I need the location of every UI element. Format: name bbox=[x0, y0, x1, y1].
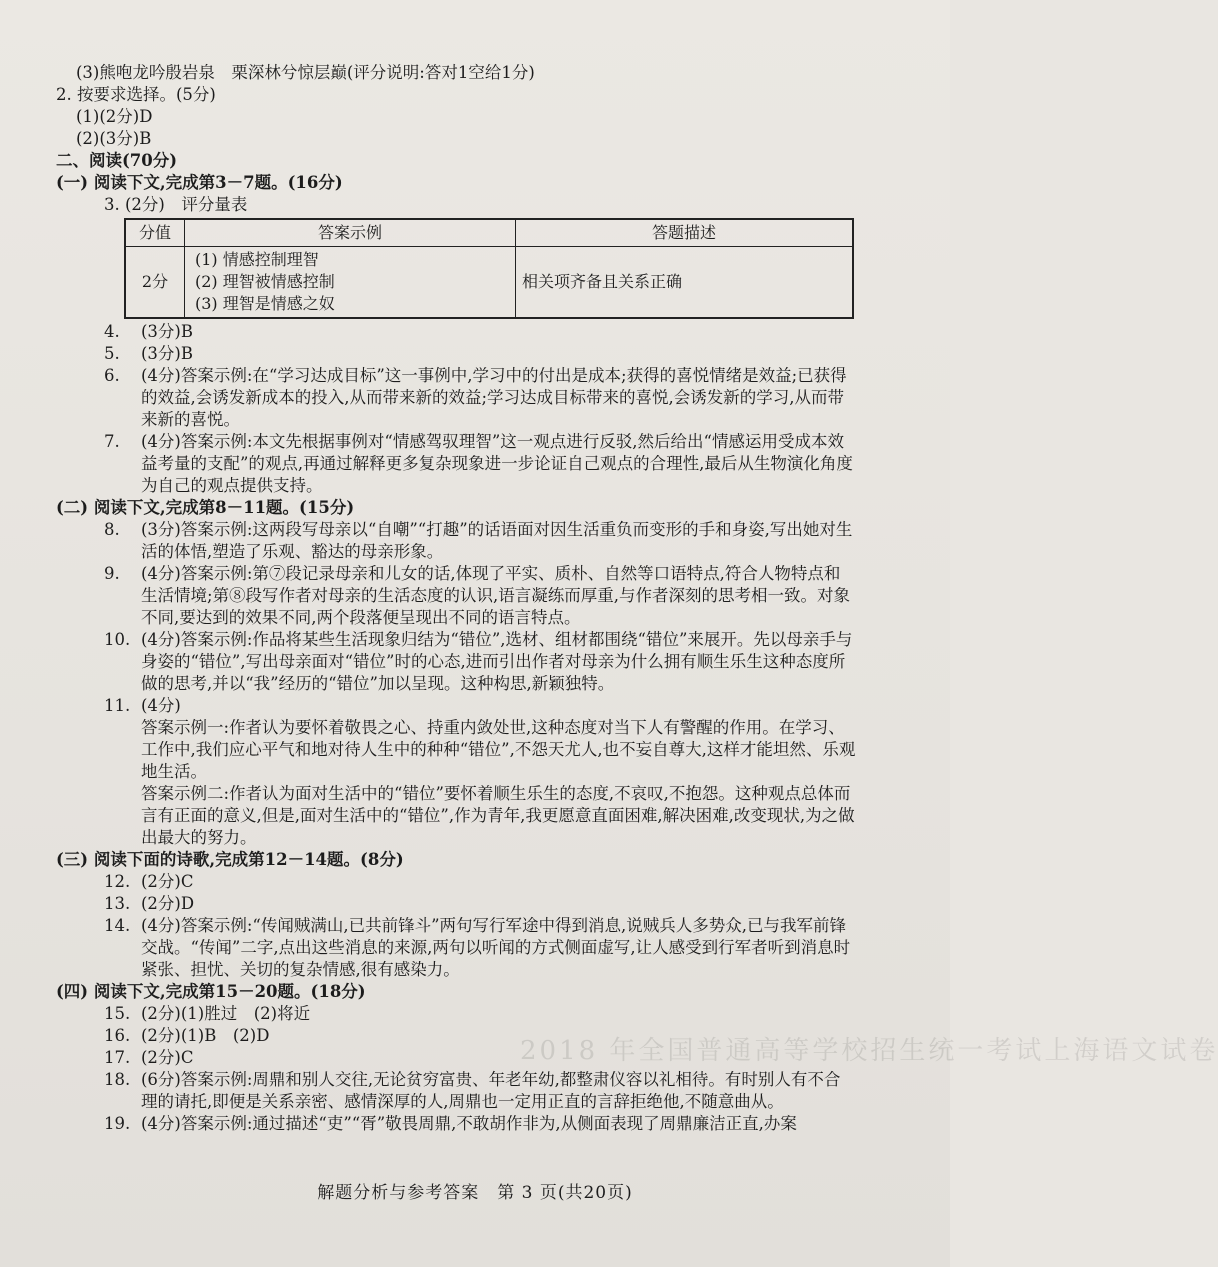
question-heading: 2. 按要求选择。(5分) bbox=[56, 85, 216, 104]
answer-line: (3)熊咆龙吟殷岩泉 栗深林兮惊层巅(评分说明:答对1空给1分) bbox=[76, 63, 535, 82]
answer-item: 5. (3分)B bbox=[104, 344, 193, 363]
answer-item: 18. (6分)答案示例:周鼎和别人交往,无论贫穷富贵、年老年幼,都整肃仪容以礼相待。有时别人有不合理的请托,即便是关系亲密、感情深厚的人,周鼎也一定用正直的言辞拒绝他,不随意曲从。 bbox=[104, 1070, 841, 1111]
rubric-header-example: 答案示例 bbox=[185, 219, 516, 247]
answer-item: 9. (4分)答案示例:第⑦段记录母亲和儿女的话,体现了平实、质朴、自然等口语特点,符合人物特点和生活情境;第⑧段写作者对母亲的生活态度的认识,语言凝练而厚重,与作者深刻的思考相一致。对象不同,要达到的效果不同,两个段落便呈现出不同的语言特点。 bbox=[104, 564, 851, 627]
subsection-heading-3: (三) 阅读下面的诗歌,完成第12－14题。(8分) bbox=[56, 850, 404, 869]
section-heading-reading: 二、阅读(70分) bbox=[56, 151, 178, 170]
subsection-heading-4: (四) 阅读下文,完成第15－20题。(18分) bbox=[56, 982, 366, 1001]
rubric-header-score: 分值 bbox=[125, 219, 185, 247]
subsection-heading-1: (一) 阅读下文,完成第3－7题。(16分) bbox=[56, 173, 343, 192]
answer-item: 4. (3分)B bbox=[104, 322, 193, 341]
rubric-example: (2) 理智被情感控制 bbox=[195, 272, 335, 291]
answer-item: 13. (2分)D bbox=[104, 894, 195, 913]
answer-item: 19. (4分)答案示例:通过描述“吏”“胥”敬畏周鼎,不敢胡作非为,从侧面表现了周鼎廉洁正直,办案 bbox=[104, 1114, 797, 1133]
answer-item: 14. (4分)答案示例:“传闻贼满山,已共前锋斗”两句写行军途中得到消息,说贼兵人多势众,已与我军前锋交战。“传闻”二字,点出这些消息的来源,两句以听闻的方式侧面虚写,让人感受到行军者听到消息时紧张、担忧、关切的复杂情感,很有感染力。 bbox=[104, 916, 851, 979]
answer-line: (2)(3分)B bbox=[76, 129, 152, 148]
rubric-score: 2分 bbox=[125, 247, 185, 319]
answer-line: 3. (2分) 评分量表 bbox=[104, 195, 248, 214]
rubric-table bbox=[124, 218, 854, 319]
rubric-examples bbox=[185, 247, 516, 319]
answer-item: 11. (4分) bbox=[104, 696, 181, 715]
answer-item: 8. (3分)答案示例:这两段写母亲以“自嘲”“打趣”的话语面对因生活重负而变形的手和身姿,写出她对生活的体悟,塑造了乐观、豁达的母亲形象。 bbox=[104, 520, 853, 561]
rubric-example: (3) 理智是情感之奴 bbox=[195, 294, 335, 313]
rubric-header-description: 答题描述 bbox=[516, 219, 854, 247]
rubric-example: (1) 情感控制理智 bbox=[195, 250, 319, 269]
answer-item: 7. (4分)答案示例:本文先根据事例对“情感驾驭理智”这一观点进行反驳,然后给出“情感运用受成本效益考量的支配”的观点,再通过解释更多复杂现象进一步论证自己观点的合理性,最后从生物演化角度为自己的观点提供支持。 bbox=[104, 432, 853, 495]
answer-content bbox=[56, 62, 856, 1135]
rubric-header-row bbox=[125, 219, 853, 247]
rubric-description: 相关项齐备且关系正确 bbox=[516, 247, 854, 319]
answer-line: (1)(2分)D bbox=[76, 107, 153, 126]
rubric-row bbox=[125, 247, 853, 319]
answer-item: 6. (4分)答案示例:在“学习达成目标”这一事例中,学习中的付出是成本;获得的喜悦情绪是效益;已获得的效益,会诱发新成本的投入,从而带来新的效益;学习达成目标带来的喜悦,会诱发新的学习,从而带来新的喜悦。 bbox=[104, 366, 847, 429]
subsection-heading-2: (二) 阅读下文,完成第8－11题。(15分) bbox=[56, 498, 355, 517]
page-footer: 解题分析与参考答案 第 3 页(共20页) bbox=[317, 1183, 633, 1203]
answer-item: 17. (2分)C bbox=[104, 1048, 194, 1067]
bleed-through-title: 2018 年全国普通高等学校招生统一考试上海语文试卷 bbox=[520, 1036, 1218, 1066]
answer-item: 16. (2分)(1)B (2)D bbox=[104, 1026, 270, 1045]
answer-example-1: 答案示例一:作者认为要怀着敬畏之心、持重内敛处世,这种态度对当下人有警醒的作用。在学习、工作中,我们应心平气和地对待人生中的种种“错位”,不怨天尤人,也不妄自尊大,这样才能坦然、乐观地生活。 bbox=[141, 718, 856, 781]
answer-item: 15. (2分)(1)胜过 (2)将近 bbox=[104, 1004, 311, 1023]
answer-item: 12. (2分)C bbox=[104, 872, 194, 891]
answer-example-2: 答案示例二:作者认为面对生活中的“错位”要怀着顺生乐生的态度,不哀叹,不抱怨。这种观点总体而言有正面的意义,但是,面对生活中的“错位”,作为青年,我更愿意直面困难,解决困难,改变现状,为之做出最大的努力。 bbox=[141, 784, 855, 847]
answer-item: 10. (4分)答案示例:作品将某些生活现象归结为“错位”,选材、组材都围绕“错位”来展开。先以母亲手与身姿的“错位”,写出母亲面对“错位”时的心态,进而引出作者对母亲为什么拥有顺生乐生这种态度所做的思考,并以“我”经历的“错位”加以呈现。这种构思,新颖独特。 bbox=[104, 630, 853, 693]
